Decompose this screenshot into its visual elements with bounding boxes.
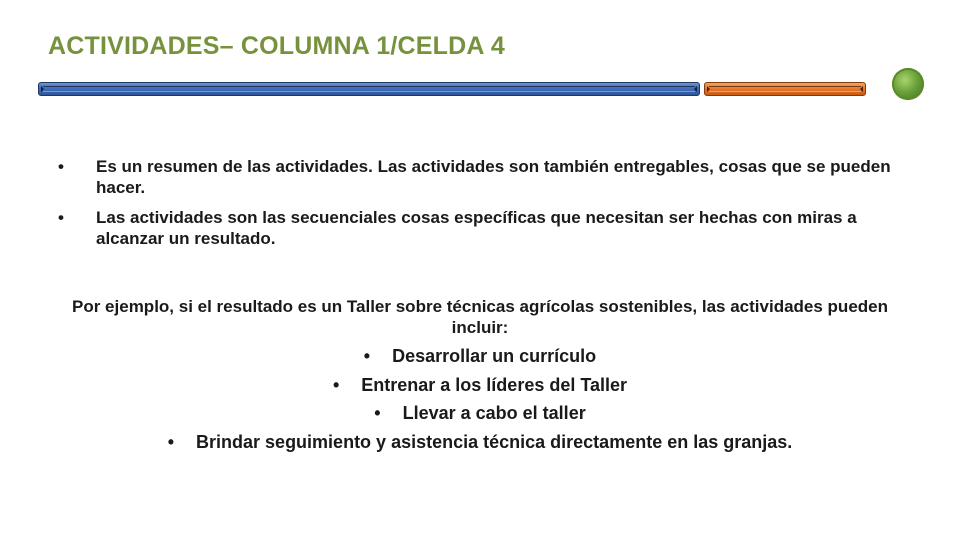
list-item <box>58 156 898 198</box>
activity-text: Entrenar a los líderes del Taller <box>361 374 628 395</box>
green-circle-icon <box>892 68 924 100</box>
list-item <box>60 371 900 400</box>
decorative-orange-bar <box>704 82 866 96</box>
list-item <box>60 428 900 457</box>
bullet-icon: • <box>332 374 340 395</box>
slide-title: ACTIVIDADES– COLUMNA 1/CELDA 4 <box>48 32 505 60</box>
activity-text: Llevar a cabo el taller <box>402 403 586 423</box>
list-item <box>58 207 898 249</box>
bullet-icon: • <box>167 431 175 452</box>
list-item <box>60 399 900 428</box>
example-activities-list <box>60 342 900 456</box>
bullet-icon: • <box>58 208 64 227</box>
activity-text: Desarrollar un currículo <box>392 346 597 366</box>
example-intro: Por ejemplo, si el resultado es un Taller sobre técnicas agrícolas sostenibles, las actividades pueden incluir: <box>72 297 888 337</box>
bullet-icon: • <box>363 346 371 366</box>
summary-bullet-list <box>58 156 898 258</box>
list-item <box>60 342 900 371</box>
bullet-text: Las actividades son las secuenciales cosas específicas que necesitan ser hechas con miras a alcanzar un resultado. <box>96 208 857 248</box>
bullet-icon: • <box>374 403 381 423</box>
decorative-blue-bar <box>38 82 700 96</box>
bullet-text: Es un resumen de las actividades. Las actividades son también entregables, cosas que se pueden hacer. <box>96 157 891 197</box>
bullet-icon: • <box>58 157 64 176</box>
activity-text: Brindar seguimiento y asistencia técnica directamente en las granjas. <box>196 431 793 452</box>
